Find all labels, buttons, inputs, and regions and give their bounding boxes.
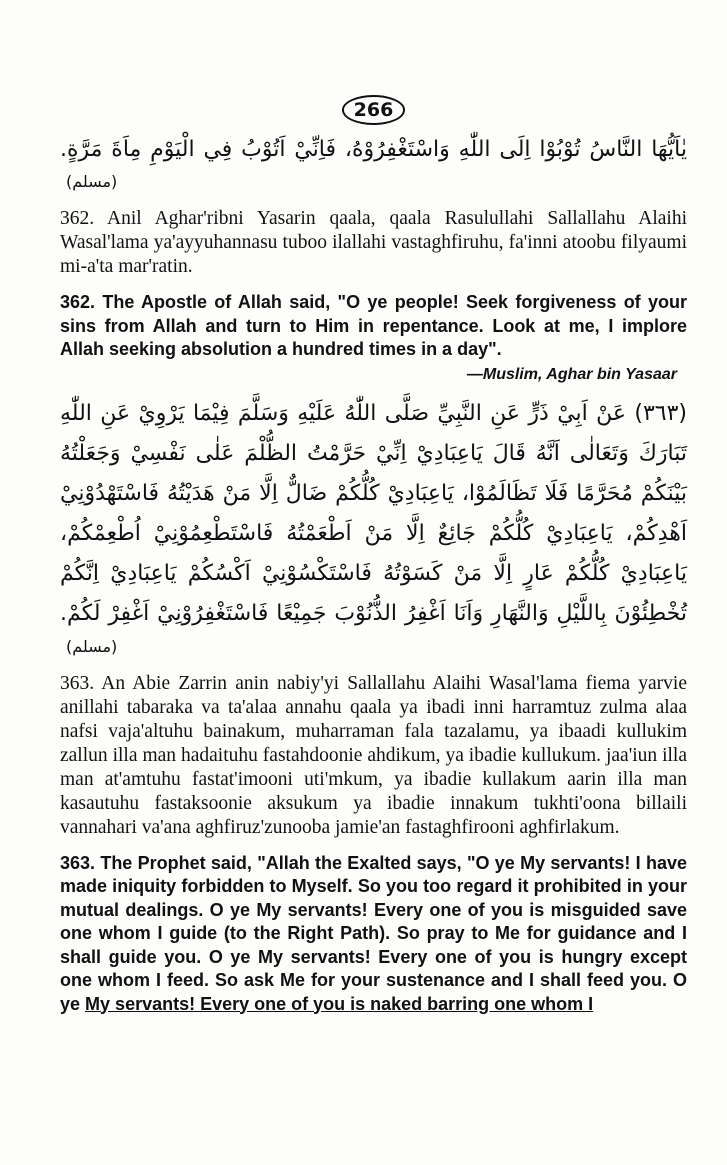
hadith-362-translation: 362. The Apostle of Allah said, "O ye people! Seek forgiveness of your sins from Allah and turn to Him in repentance. Look at me, I implore Allah seeking absolution a hundred times in a day".: [60, 292, 687, 359]
hadith-363-source-tag: (مسلم): [66, 636, 118, 656]
hadith-362: [60, 131, 687, 386]
hadith-363: [60, 394, 687, 1017]
hadith-363-translation-last-line: My servants! Every one of you is naked barring one whom I: [85, 993, 594, 1014]
hadith-363-transliteration: 363. An Abie Zarrin anin nabiy'yi Sallallahu Alaihi Wasal'lama fiema yarvie anillahi tabaraka va ta'alaa annahu qaala ya ibadi inni harramtuz zulma alaa nafsi vaja'altuhu bainakum, muharraman fala tazalamu, ya ibaadi kullukim zallun illa man hadaituhu fastahdoonie ahdikum, ya ibadie kullukum. jaa'iun illa man at'amtuhu fastat'imooni uti'mkum, ya ibadie kullakum aarin illa man kasautuhu fastaksoonie aksukum ya ibadie innakum tukhti'oona billaili vannahari va'ana aghfiruz'zunooba jamie'an fastaghfirooni aghfirlakum.: [60, 672, 687, 838]
page-number: 266: [342, 95, 406, 125]
hadith-362-attribution: —Muslim, Aghar bin Yasaar: [466, 365, 677, 383]
hadith-362-transliteration: 362. Anil Aghar'ribni Yasarin qaala, qaala Rasulullahi Sallallahu Alaihi Wasal'lama ya'ayyuhannasu tuboo ilallahi vastaghfiruhu, fa'inni atoobu filyaumi mi-a'ta mar'ratin.: [60, 208, 687, 277]
hadith-363-translation: [60, 852, 687, 1017]
page-header: [60, 95, 687, 127]
hadith-363-arabic-text: (٣٦٣) عَنْ اَبِيْ ذَرٍّ عَنِ النَّبِيِّ صَلَّى اللّٰهُ عَلَيْهِ وَسَلَّمَ فِيْمَا يَرْوِيْ عَنِ اللّٰهِ تَبَارَكَ وَتَعَالٰى اَنَّهُ قَالَ يَاعِبَادِيْ اِنِّيْ حَرَّمْتُ الظُّلْمَ عَلٰى نَفْسِيْ وَجَعَلْتُهُ بَيْنَكُمْ مُحَرَّمًا فَلَا تَظَالَمُوْا، يَاعِبَادِيْ كُلُّكُمْ ضَالٌّ اِلَّا مَنْ هَدَيْتُهُ فَاسْتَهْدُوْنِيْ اَهْدِكُمْ، يَاعِبَادِيْ كُلُّكُمْ جَائِعٌ اِلَّا مَنْ اَطْعَمْتُهُ فَاسْتَطْعِمُوْنِيْ اُطْعِمْكُمْ، يَاعِبَادِيْ كُلُّكُمْ عَارٍ اِلَّا مَنْ كَسَوْتُهُ فَاسْتَكْسُوْنِيْ اَكْسُكُمْ يَاعِبَادِيْ اِنَّكُمْ تُخْطِئُوْنَ بِاللَّيْلِ وَالنَّهَارِ وَاَنَا اَغْفِرُ الذُّنُوْبَ جَمِيْعًا فَاسْتَغْفِرُوْنِيْ اَغْفِرْ لَكُمْ.: [60, 400, 687, 626]
hadith-363-translation-body: 363. The Prophet said, "Allah the Exalted says, "O ye My servants! I have made iniquity forbidden to Myself. So you too regard it prohibited in your mutual dealings. O ye My servants! Every one of you is misguided save one whom I guide (to the Right Path). So pray to Me for guidance and I shall guide you. O ye My servants! Every one of you is hungry except one whom I feed. So ask Me for your sustenance and I shall feed you. O ye: [60, 852, 687, 1014]
hadith-362-arabic-text: يٰاَيُّهَا النَّاسُ تُوْبُوْا اِلَى اللّٰهِ وَاسْتَغْفِرُوْهُ، فَاِنِّيْ اَتُوْبُ فِي الْيَوْمِ مِاَةَ مَرَّةٍ.: [60, 137, 687, 162]
hadith-362-source-tag: (مسلم): [66, 172, 118, 191]
